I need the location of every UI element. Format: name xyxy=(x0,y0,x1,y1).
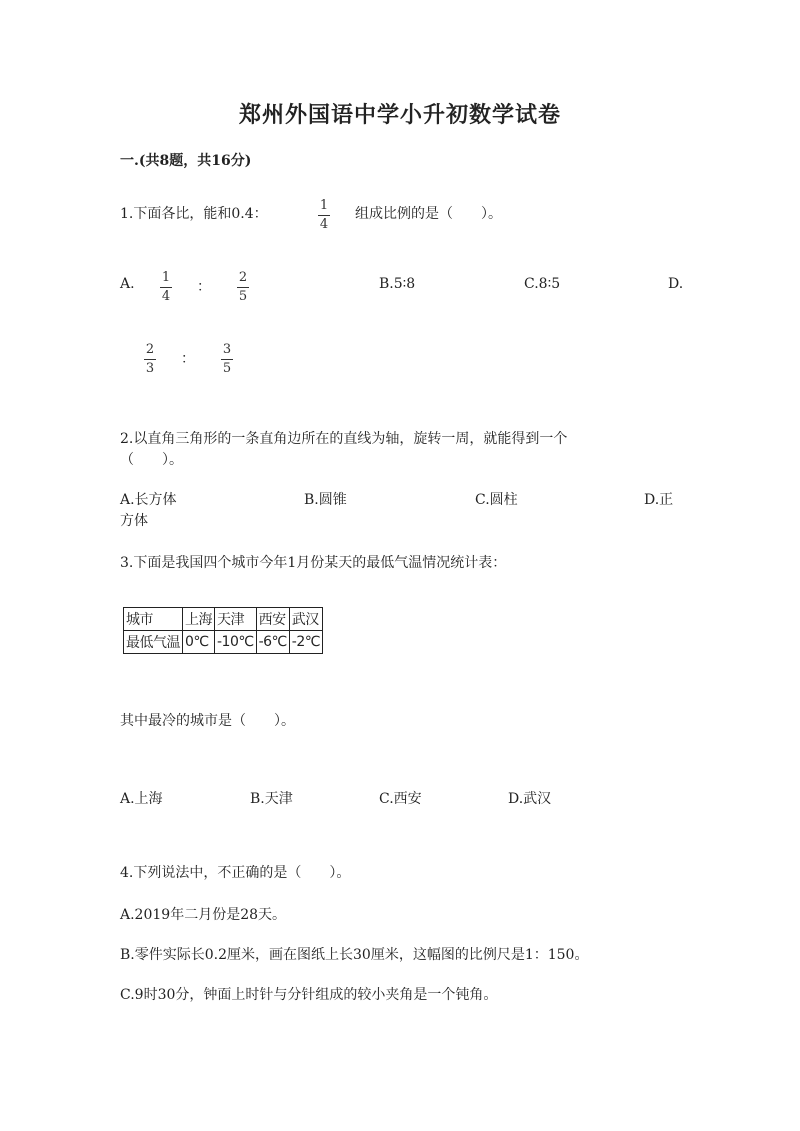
q1-option-a-colon: ： xyxy=(197,279,211,295)
q1-option-a-label: A. xyxy=(120,276,135,292)
q1-option-d-label: D. xyxy=(668,276,684,292)
q1-fraction-denominator: 4 xyxy=(319,217,329,232)
q4-option-b: B.零件实际长0.2厘米，画在图纸上长30厘米，这幅图的比例尺是1：150。 xyxy=(120,947,589,963)
q1-fraction-numerator: 1 xyxy=(319,198,329,213)
page-title: 郑州外国语中学小升初数学试卷 xyxy=(238,102,561,128)
table-cell: 上海 xyxy=(183,608,215,631)
table-cell: 天津 xyxy=(215,608,257,631)
fraction-numerator: 2 xyxy=(145,342,155,357)
q3-option-a: A.上海 xyxy=(120,791,163,807)
q2-stem-line2: （ ）。 xyxy=(120,452,183,468)
q4-option-c: C.9时30分，钟面上时针与分针组成的较小夹角是一个钝角。 xyxy=(120,987,498,1003)
fraction-numerator: 1 xyxy=(161,270,171,285)
q2-option-d-line2: 方体 xyxy=(120,513,148,529)
q1-fraction xyxy=(318,198,330,233)
q1-stem-before: 1.下面各比，能和0.4： xyxy=(120,206,268,222)
q1-option-a-left-fraction xyxy=(160,270,172,305)
q3-stem: 3.下面是我国四个城市今年1月份某天的最低气温情况统计表： xyxy=(120,555,507,571)
section-heading: 一.(共8题，共16分) xyxy=(120,153,252,169)
fraction-numerator: 3 xyxy=(222,342,232,357)
q3-question: 其中最冷的城市是（ ）。 xyxy=(120,713,295,729)
table-cell: 武汉 xyxy=(289,608,322,631)
q1-option-c: C.8∶5 xyxy=(524,276,561,292)
table-row xyxy=(124,608,323,631)
fraction-denominator: 5 xyxy=(238,289,248,304)
temperature-table xyxy=(123,607,323,654)
table-row xyxy=(124,631,323,654)
q4-stem: 4.下列说法中，不正确的是（ ）。 xyxy=(120,865,351,881)
fraction-denominator: 5 xyxy=(222,361,232,376)
q1-option-d-left-fraction xyxy=(144,342,156,377)
table-cell: -10℃ xyxy=(215,631,257,654)
q1-option-d-right-fraction xyxy=(221,342,233,377)
q4-option-a: A.2019年二月份是28天。 xyxy=(120,907,287,923)
q2-option-b: B.圆锥 xyxy=(304,492,347,508)
q3-option-d: D.武汉 xyxy=(508,791,552,807)
q2-stem-line1: 2.以直角三角形的一条直角边所在的直线为轴，旋转一周，就能得到一个 xyxy=(120,431,568,447)
table-cell: -6℃ xyxy=(256,631,289,654)
q2-option-c: C.圆柱 xyxy=(475,492,518,508)
table-cell: 最低气温 xyxy=(124,631,183,654)
fraction-denominator: 4 xyxy=(161,289,171,304)
q3-option-c: C.西安 xyxy=(379,791,422,807)
q1-option-d-colon: ： xyxy=(181,351,195,367)
fraction-denominator: 3 xyxy=(145,361,155,376)
q1-option-a-right-fraction xyxy=(237,270,249,305)
table-cell: -2℃ xyxy=(289,631,322,654)
q1-stem-after: 组成比例的是（ ）。 xyxy=(355,206,502,222)
fraction-numerator: 2 xyxy=(238,270,248,285)
q2-option-d-line1: D.正 xyxy=(644,492,674,508)
table-cell: 0℃ xyxy=(183,631,215,654)
q3-option-b: B.天津 xyxy=(250,791,293,807)
q1-option-b: B.5∶8 xyxy=(379,276,416,292)
table-cell: 西安 xyxy=(256,608,289,631)
q2-option-a: A.长方体 xyxy=(120,492,177,508)
table-cell: 城市 xyxy=(124,608,183,631)
